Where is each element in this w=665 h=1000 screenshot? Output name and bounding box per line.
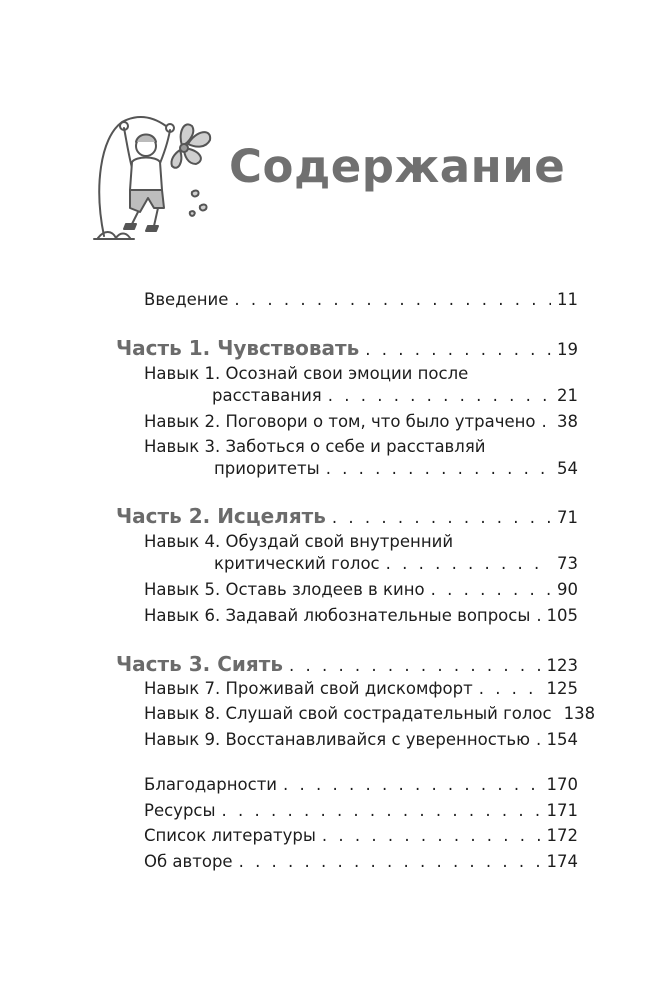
- entry-label: Навык 8. Слушай свой сострадательный голос: [144, 704, 552, 723]
- leader-dots: [365, 340, 551, 359]
- toc-skill-3[interactable]: [214, 459, 578, 478]
- page-number: 172: [546, 826, 578, 845]
- page-number: 138: [563, 704, 596, 723]
- leader-dots: [222, 801, 541, 820]
- page-number: 90: [557, 580, 578, 599]
- toc-skill-1[interactable]: [212, 386, 578, 405]
- leader-dots: [289, 656, 541, 675]
- part-heading: Часть 3. Сиять: [116, 652, 283, 676]
- toc-part-2[interactable]: [116, 504, 578, 528]
- entry-label: Навык 5. Оставь злодеев в кино: [144, 580, 425, 599]
- toc-resources[interactable]: [144, 801, 578, 820]
- toc-skill-8[interactable]: [144, 704, 596, 723]
- toc-part-1[interactable]: [116, 336, 578, 360]
- leader-dots: [328, 386, 551, 405]
- page-number: 105: [546, 606, 578, 625]
- page-number: 123: [546, 656, 578, 675]
- page-number: 21: [557, 386, 578, 405]
- skill-4-line1[interactable]: Навык 4. Обуздай свой внутренний: [144, 532, 454, 551]
- toc-skill-5[interactable]: [144, 580, 578, 599]
- page-number: 11: [557, 290, 578, 309]
- leader-dots: [536, 606, 540, 625]
- leader-dots: [431, 580, 551, 599]
- skill-3-line1[interactable]: Навык 3. Заботься о себе и расставляй: [144, 437, 486, 456]
- entry-label: Ресурсы: [144, 801, 216, 820]
- leader-dots: [283, 775, 540, 794]
- entry-label: Благодарности: [144, 775, 278, 794]
- page-number: 19: [557, 340, 578, 359]
- entry-label: Навык 7. Проживай свой дискомфорт: [144, 679, 473, 698]
- page-number: 73: [557, 554, 578, 573]
- toc-skill-6[interactable]: [144, 606, 578, 625]
- page-number: 54: [557, 459, 578, 478]
- page-title: Содержание: [229, 140, 566, 193]
- toc-skill-7[interactable]: [144, 679, 578, 698]
- skill-1-line1[interactable]: Навык 1. Осознай свои эмоции после: [144, 364, 469, 383]
- toc-entry-intro[interactable]: [144, 290, 578, 309]
- page-number: 38: [557, 412, 578, 431]
- entry-label: критический голос: [214, 554, 380, 573]
- leader-dots: [332, 508, 551, 527]
- leader-dots: [542, 412, 551, 431]
- leader-dots: [322, 826, 541, 845]
- toc-skill-9[interactable]: [144, 730, 578, 749]
- part-heading: Часть 2. Исцелять: [116, 504, 326, 528]
- toc-about-author[interactable]: [144, 852, 578, 871]
- entry-label: приоритеты: [214, 459, 320, 478]
- leader-dots: [234, 290, 551, 309]
- toc-skill-4[interactable]: [214, 554, 578, 573]
- entry-label: расставания: [212, 386, 322, 405]
- toc-acknowledgements[interactable]: [144, 775, 578, 794]
- entry-label: Список литературы: [144, 826, 316, 845]
- leader-dots: [326, 459, 551, 478]
- toc-skill-2[interactable]: [144, 412, 578, 431]
- entry-label: Навык 2. Поговори о том, что было утрачено: [144, 412, 536, 431]
- entry-label: Навык 6. Задавай любознательные вопросы: [144, 606, 531, 625]
- page-number: 71: [557, 508, 578, 527]
- leader-dots: [536, 730, 541, 749]
- leader-dots: [386, 554, 551, 573]
- entry-label: Навык 9. Восстанавливайся с уверенностью: [144, 730, 530, 749]
- toc-part-3[interactable]: [116, 652, 578, 676]
- leader-dots: [239, 852, 541, 871]
- toc-bibliography[interactable]: [144, 826, 578, 845]
- leader-dots: [479, 679, 541, 698]
- page-number: 170: [546, 775, 578, 794]
- entry-label: Об авторе: [144, 852, 233, 871]
- page-number: 171: [546, 801, 578, 820]
- page-number: 174: [546, 852, 578, 871]
- page-number: 154: [546, 730, 578, 749]
- entry-label: Введение: [144, 290, 229, 309]
- part-heading: Часть 1. Чувствовать: [116, 336, 360, 360]
- page-number: 125: [546, 679, 578, 698]
